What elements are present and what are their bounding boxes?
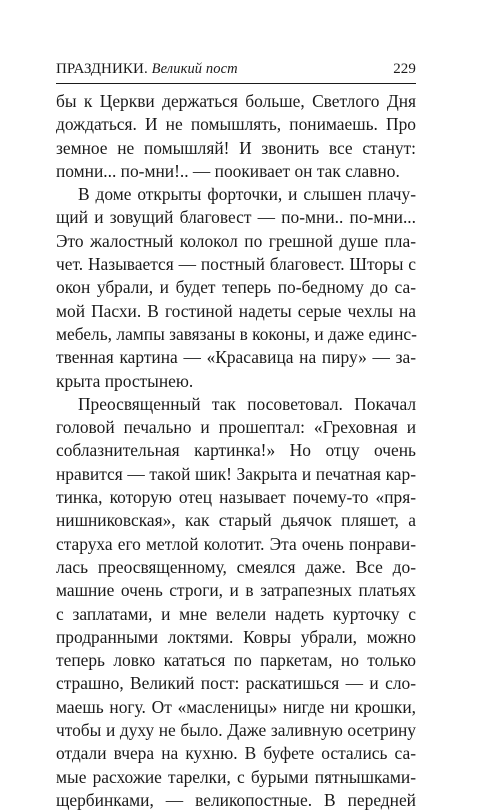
chapter-title: ПРАЗДНИКИ. <box>56 61 148 77</box>
text-line: с заплатами, и мне велели надеть курточку с <box>56 603 416 624</box>
section-title: Великий пост <box>151 61 238 77</box>
text-line: мой Пасхи. В гостиной надеты серые чехлы на <box>56 300 416 321</box>
text-line: продранными локтями. Ковры убрали, можно <box>56 626 416 647</box>
text-line: Преосвященный так посоветовал. Покачал <box>78 393 416 414</box>
text-line: помни... по-мни!.. — поокивает он так славно. <box>56 160 400 181</box>
page-number: 229 <box>393 61 416 77</box>
text-line: соблазнительная картинка!» Но отцу очень <box>56 440 416 461</box>
text-line: щербинками, — великопостные. В передней <box>56 789 416 810</box>
paragraph <box>56 183 416 393</box>
text-line: старуха его метлой колотит. Эта очень понрави- <box>56 533 416 554</box>
book-page <box>56 0 417 810</box>
body-text <box>56 90 416 812</box>
text-line: В доме открыты форточки, и слышен плачу- <box>78 184 416 205</box>
text-line: нравится — такой шик! Закрыта и печатная кар- <box>56 463 416 484</box>
running-head <box>56 58 416 80</box>
text-line: нишниковская», как старый дьячок пляшет, а <box>56 510 416 531</box>
text-line: дождаться. И не помышлять, понимаешь. Про <box>56 114 416 135</box>
text-line: бы к Церкви держаться больше, Светлого Дня <box>56 91 416 111</box>
paragraph <box>56 90 416 183</box>
text-line: машние очень строги, и в затрапезных платьях <box>56 580 416 601</box>
text-line: твенная картина — «Красавица на пиру» — за- <box>56 347 416 368</box>
text-line: земное не помышляй! И звонить все станут: <box>56 137 416 158</box>
text-line: лась преосвященному, смеялся даже. Все до- <box>56 556 416 577</box>
text-line: маешь ногу. От «масленицы» нигде ни крошки, <box>56 696 416 717</box>
running-head-title <box>56 58 238 80</box>
text-line: крыта простынею. <box>56 370 194 391</box>
text-line: окон убрали, и будет теперь по-бедному до са- <box>56 277 416 298</box>
text-line: тинка, которую отец называет почему-то «пря- <box>56 487 416 508</box>
text-line: страшно, Великий пост: раскатишься — и сло- <box>56 673 416 694</box>
paragraph <box>56 393 416 812</box>
text-line: мые расхожие тарелки, с бурыми пятнышками- <box>56 766 416 787</box>
text-line: мебель, лампы завязаны в коконы, и даже единс- <box>56 323 417 344</box>
text-line: головой печально и прошептал: «Греховная и <box>56 417 416 438</box>
text-line: теперь ловко кататься по паркетам, но только <box>56 650 416 671</box>
text-line: Это жалостный колокол по грешной душе пла- <box>56 230 416 251</box>
header-rule <box>56 83 416 84</box>
text-line: чтобы и духу не было. Даже заливную осетрину <box>56 720 416 741</box>
text-line: щий и зовущий благовест — по-мни.. по-мни... <box>56 207 416 228</box>
text-line: чет. Называется — постный благовест. Шторы с <box>56 254 416 275</box>
text-line: отдали вчера на кухню. В буфете остались са- <box>56 743 416 764</box>
